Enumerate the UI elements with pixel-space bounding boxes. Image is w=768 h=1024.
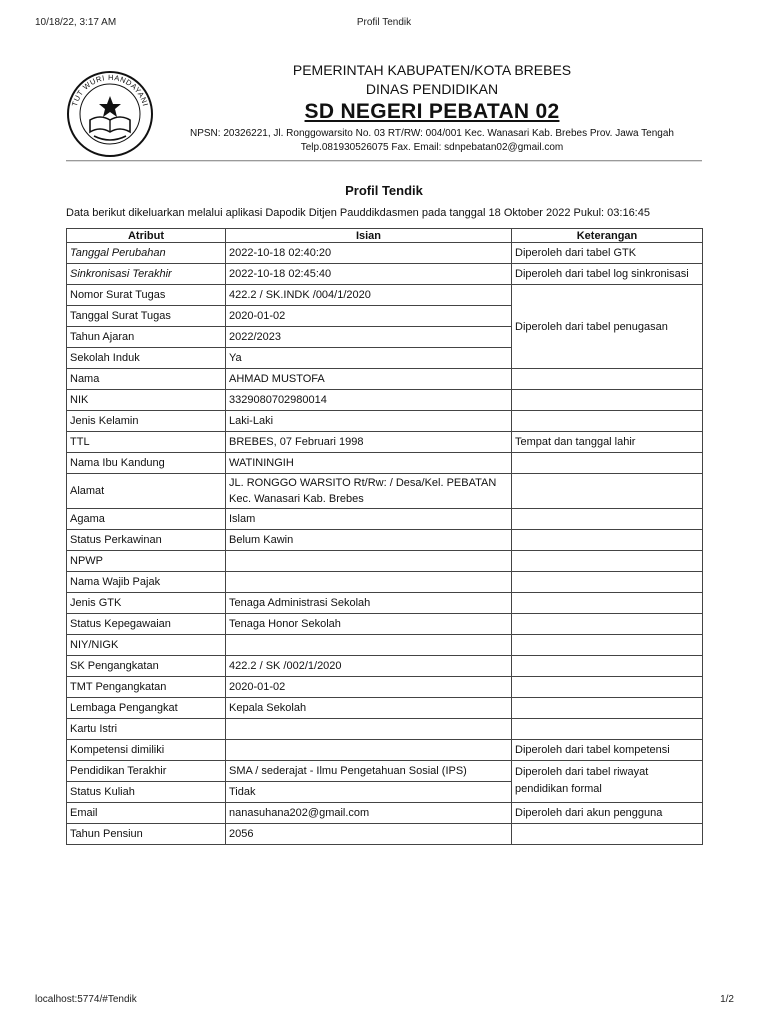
value-cell: 422.2 / SK /002/1/2020 bbox=[226, 656, 512, 677]
note-cell: Tempat dan tanggal lahir bbox=[512, 432, 703, 453]
value-cell: Tenaga Administrasi Sekolah bbox=[226, 593, 512, 614]
attr-cell: Pendidikan Terakhir bbox=[67, 761, 226, 782]
attr-cell: Tahun Pensiun bbox=[67, 824, 226, 845]
table-row bbox=[67, 411, 703, 432]
attr-cell: Jenis GTK bbox=[67, 593, 226, 614]
table-row bbox=[67, 264, 703, 285]
value-cell: 2022/2023 bbox=[226, 327, 512, 348]
attr-cell: Email bbox=[67, 803, 226, 824]
table-row bbox=[67, 635, 703, 656]
attr-cell: Tahun Ajaran bbox=[67, 327, 226, 348]
attr-cell: Jenis Kelamin bbox=[67, 411, 226, 432]
table-row bbox=[67, 432, 703, 453]
document-title: Profil Tendik bbox=[345, 183, 423, 198]
value-cell: AHMAD MUSTOFA bbox=[226, 369, 512, 390]
note-cell bbox=[512, 474, 703, 509]
table-row bbox=[67, 453, 703, 474]
value-cell bbox=[226, 740, 512, 761]
value-cell: JL. RONGGO WARSITO Rt/Rw: / Desa/Kel. PEBATAN Kec. Wanasari Kab. Brebes bbox=[226, 474, 512, 509]
attr-cell: Status Kepegawaian bbox=[67, 614, 226, 635]
value-cell bbox=[226, 719, 512, 740]
attr-cell: Sekolah Induk bbox=[67, 348, 226, 369]
attr-cell: NIK bbox=[67, 390, 226, 411]
attr-cell: Agama bbox=[67, 509, 226, 530]
attr-cell: Status Perkawinan bbox=[67, 530, 226, 551]
government-name: PEMERINTAH KABUPATEN/KOTA BREBES bbox=[292, 62, 572, 78]
header-atribut: Atribut bbox=[67, 229, 226, 243]
attr-cell: NIY/NIGK bbox=[67, 635, 226, 656]
note-cell bbox=[512, 698, 703, 719]
attr-cell: Nama Wajib Pajak bbox=[67, 572, 226, 593]
school-address: NPSN: 20326221, Jl. Ronggowarsito No. 03 RT/RW: 004/001 Kec. Wanasari Kab. Brebes Prov. Jawa Tengah bbox=[190, 128, 674, 139]
table-row bbox=[67, 677, 703, 698]
table-row bbox=[67, 474, 703, 509]
value-cell: BREBES, 07 Februari 1998 bbox=[226, 432, 512, 453]
table-row bbox=[67, 824, 703, 845]
note-cell: Diperoleh dari tabel log sinkronisasi bbox=[512, 264, 703, 285]
value-cell bbox=[226, 635, 512, 656]
value-cell bbox=[226, 572, 512, 593]
note-cell bbox=[512, 593, 703, 614]
attr-cell: Kompetensi dimiliki bbox=[67, 740, 226, 761]
print-page-title: Profil Tendik bbox=[356, 17, 412, 28]
attr-cell: NPWP bbox=[67, 551, 226, 572]
attr-cell: Tanggal Perubahan bbox=[67, 243, 226, 264]
attr-cell: Tanggal Surat Tugas bbox=[67, 306, 226, 327]
intro-text: Data berikut dikeluarkan melalui aplikasi Dapodik Ditjen Pauddikdasmen pada tanggal 18 Oktober 2022 Pukul: 03:16:45 bbox=[66, 207, 650, 219]
table-row bbox=[67, 593, 703, 614]
table-row bbox=[67, 740, 703, 761]
note-cell bbox=[512, 390, 703, 411]
note-cell bbox=[512, 453, 703, 474]
note-cell bbox=[512, 551, 703, 572]
note-cell bbox=[512, 530, 703, 551]
table-row bbox=[67, 803, 703, 824]
table-row bbox=[67, 509, 703, 530]
value-cell: Tidak bbox=[226, 782, 512, 803]
attr-cell: Status Kuliah bbox=[67, 782, 226, 803]
table-row bbox=[67, 530, 703, 551]
table-header-row bbox=[67, 229, 703, 243]
letterhead-divider bbox=[66, 160, 702, 162]
attr-cell: Alamat bbox=[67, 474, 226, 509]
value-cell: 2022-10-18 02:45:40 bbox=[226, 264, 512, 285]
value-cell: 2056 bbox=[226, 824, 512, 845]
attr-cell: Lembaga Pengangkat bbox=[67, 698, 226, 719]
value-cell: SMA / sederajat - Ilmu Pengetahuan Sosial (IPS) bbox=[226, 761, 512, 782]
value-cell: 422.2 / SK.INDK /004/1/2020 bbox=[226, 285, 512, 306]
print-url: localhost:5774/#Tendik bbox=[35, 994, 137, 1005]
attr-cell: TTL bbox=[67, 432, 226, 453]
table-row bbox=[67, 572, 703, 593]
note-cell bbox=[512, 369, 703, 390]
table-row bbox=[67, 369, 703, 390]
value-cell: Belum Kawin bbox=[226, 530, 512, 551]
table-row bbox=[67, 243, 703, 264]
value-cell: WATININGIH bbox=[226, 453, 512, 474]
table-row bbox=[67, 698, 703, 719]
note-cell-riwayat-pendidikan: Diperoleh dari tabel riwayat pendidikan formal bbox=[512, 761, 703, 803]
attr-cell: SK Pengangkatan bbox=[67, 656, 226, 677]
note-cell bbox=[512, 614, 703, 635]
value-cell: 2020-01-02 bbox=[226, 677, 512, 698]
note-cell: Diperoleh dari akun pengguna bbox=[512, 803, 703, 824]
note-cell bbox=[512, 656, 703, 677]
value-cell: Kepala Sekolah bbox=[226, 698, 512, 719]
value-cell: 3329080702980014 bbox=[226, 390, 512, 411]
school-name: SD NEGERI PEBATAN 02 bbox=[304, 100, 560, 123]
profile-table bbox=[66, 228, 703, 845]
table-row bbox=[67, 719, 703, 740]
note-cell: Diperoleh dari tabel GTK bbox=[512, 243, 703, 264]
note-cell bbox=[512, 572, 703, 593]
attr-cell: Kartu Istri bbox=[67, 719, 226, 740]
value-cell: nanasuhana202@gmail.com bbox=[226, 803, 512, 824]
attr-cell: Sinkronisasi Terakhir bbox=[67, 264, 226, 285]
value-cell: 2020-01-02 bbox=[226, 306, 512, 327]
attr-cell: TMT Pengangkatan bbox=[67, 677, 226, 698]
note-cell bbox=[512, 677, 703, 698]
value-cell: 2022-10-18 02:40:20 bbox=[226, 243, 512, 264]
tut-wuri-handayani-logo bbox=[66, 70, 154, 158]
svg-text:TUT WURI HANDAYANI: TUT WURI HANDAYANI bbox=[69, 72, 151, 108]
note-cell bbox=[512, 411, 703, 432]
header-keterangan: Keterangan bbox=[512, 229, 703, 243]
note-cell bbox=[512, 509, 703, 530]
header-isian: Isian bbox=[226, 229, 512, 243]
note-cell bbox=[512, 824, 703, 845]
value-cell bbox=[226, 551, 512, 572]
letterhead bbox=[0, 60, 768, 160]
note-cell: Diperoleh dari tabel kompetensi bbox=[512, 740, 703, 761]
table-row bbox=[67, 761, 703, 782]
value-cell: Laki-Laki bbox=[226, 411, 512, 432]
table-row bbox=[67, 285, 703, 306]
table-row bbox=[67, 390, 703, 411]
table-row bbox=[67, 551, 703, 572]
note-cell-penugasan: Diperoleh dari tabel penugasan bbox=[512, 285, 703, 369]
value-cell: Ya bbox=[226, 348, 512, 369]
value-cell: Tenaga Honor Sekolah bbox=[226, 614, 512, 635]
print-page-number: 1/2 bbox=[720, 994, 734, 1005]
attr-cell: Nama Ibu Kandung bbox=[67, 453, 226, 474]
attr-cell: Nama bbox=[67, 369, 226, 390]
school-contact: Telp.081930526075 Fax. Email: sdnpebatan02@gmail.com bbox=[300, 142, 564, 153]
table-row bbox=[67, 614, 703, 635]
department-name: DINAS PENDIDIKAN bbox=[365, 81, 499, 97]
note-cell bbox=[512, 719, 703, 740]
value-cell: Islam bbox=[226, 509, 512, 530]
note-cell bbox=[512, 635, 703, 656]
attr-cell: Nomor Surat Tugas bbox=[67, 285, 226, 306]
print-datetime: 10/18/22, 3:17 AM bbox=[35, 17, 117, 28]
table-row bbox=[67, 656, 703, 677]
